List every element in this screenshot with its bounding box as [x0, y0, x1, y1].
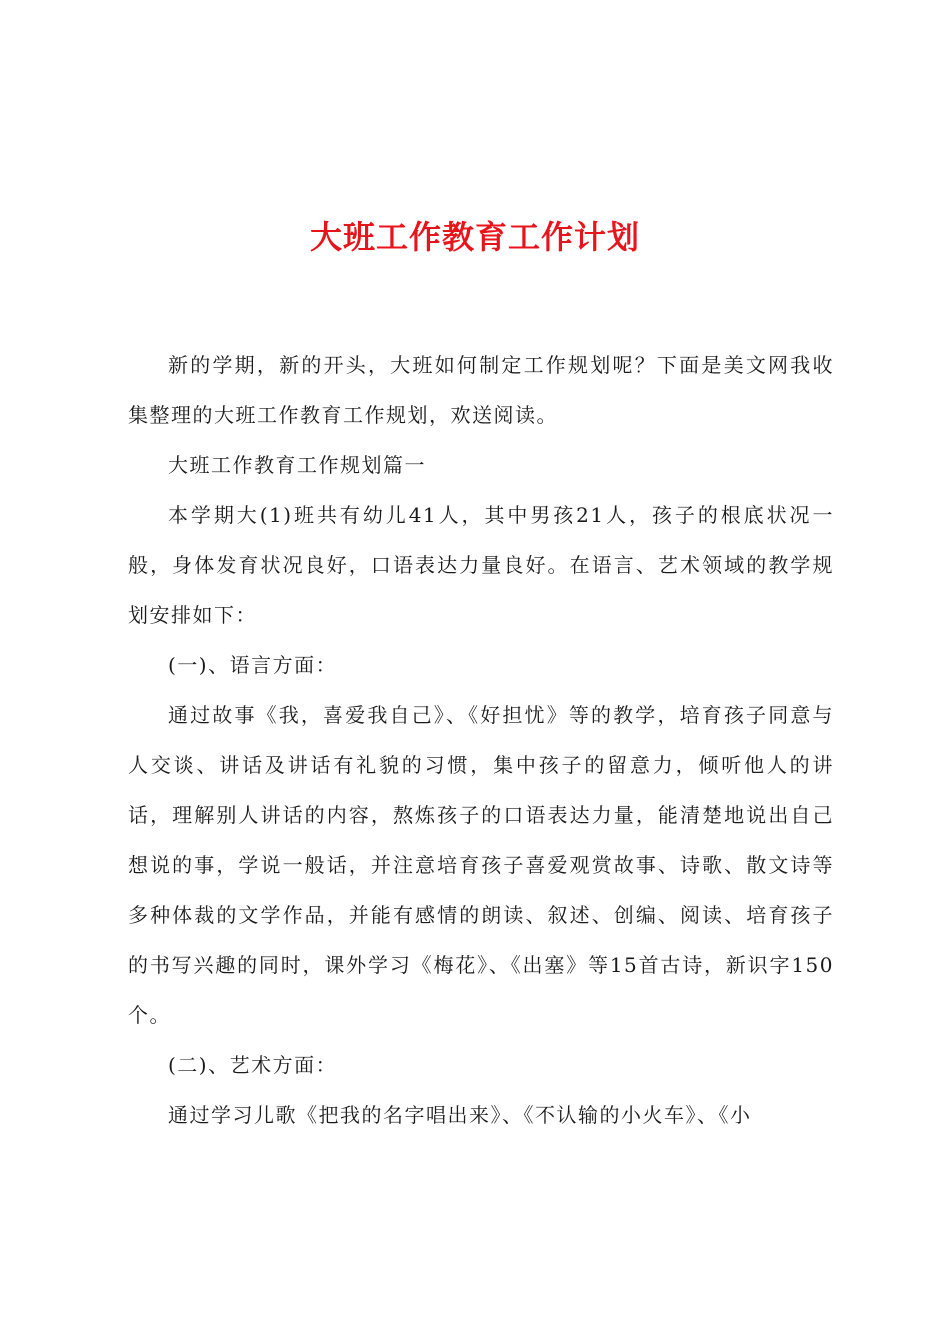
- paragraph-class-overview: 本学期大(1)班共有幼儿41人，其中男孩21人，孩子的根底状况一般，身体发育状况良好，口语表达力量良好。在语言、艺术领域的教学规划安排如下：: [128, 503, 834, 627]
- paragraph-art-content: 通过学习儿歌《把我的名字唱出来》、《不认输的小火车》、《小: [168, 1103, 752, 1127]
- document-title: 大班工作教育工作计划: [309, 218, 640, 256]
- paragraph-art-heading: (二)、艺术方面：: [168, 1053, 338, 1077]
- paragraph-intro: 新的学期，新的开头，大班如何制定工作规划呢？下面是美文网我收集整理的大班工作教育工作规划，欢送阅读。: [128, 353, 834, 427]
- document-body: [128, 340, 834, 1140]
- paragraph-section-heading: 大班工作教育工作规划篇一: [168, 453, 426, 477]
- paragraph-language-heading: (一)、语言方面：: [168, 653, 338, 677]
- paragraph-language-content: 通过故事《我，喜爱我自己》、《好担忧》等的教学，培育孩子同意与人交谈、讲话及讲话有礼貌的习惯，集中孩子的留意力，倾听他人的讲话，理解别人讲话的内容，熬炼孩子的口语表达力量，能清楚地说出自己想说的事，学说一般话，并注意培育孩子喜爱观赏故事、诗歌、散文诗等多种体裁的文学作品，并能有感情的朗读、叙述、创编、阅读、培育孩子的书写兴趣的同时，课外学习《梅花》、《出塞》等15首古诗，新识字150个。: [128, 703, 834, 1027]
